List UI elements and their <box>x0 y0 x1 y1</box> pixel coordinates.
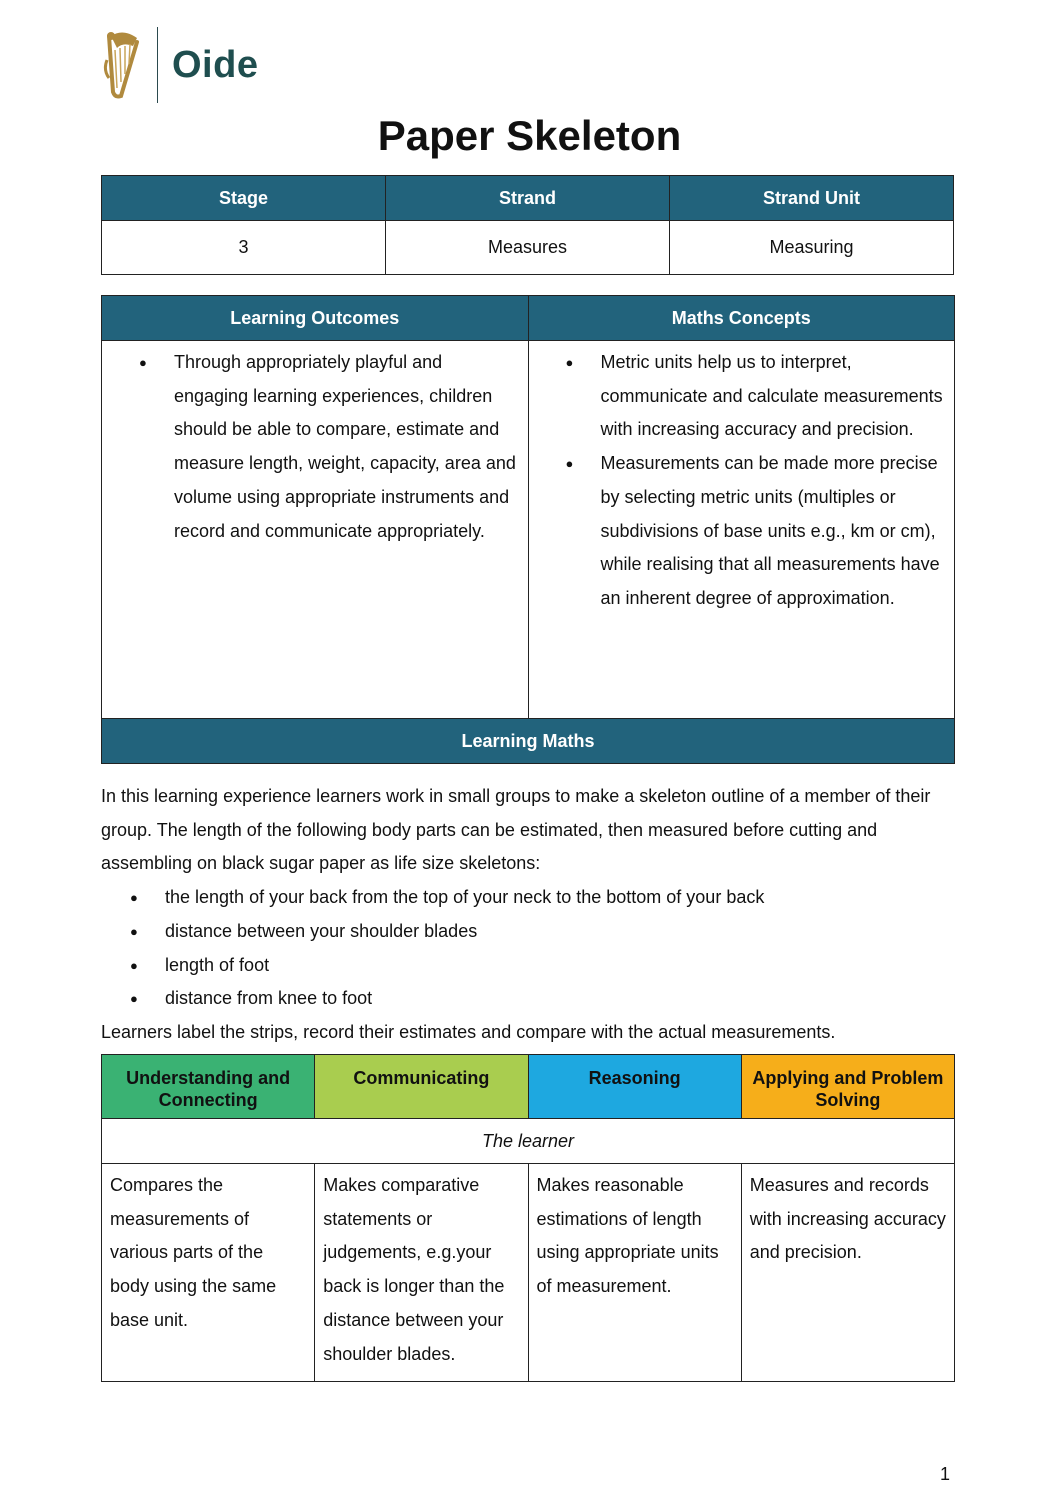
communicating-header: Communicating <box>315 1055 528 1119</box>
page-title: Paper Skeleton <box>377 112 682 159</box>
oide-logo <box>103 26 258 104</box>
body-part-item: ● length of foot <box>165 949 961 983</box>
learning-outcomes-header: Learning Outcomes <box>102 296 529 341</box>
learning-maths-header: Learning Maths <box>102 719 955 764</box>
body-part-item: ● distance between your shoulder blades <box>165 915 961 949</box>
stage-header: Stage <box>102 176 386 221</box>
body-part-item: ● distance from knee to foot <box>165 982 961 1016</box>
understanding-connecting-header: Understanding and Connecting <box>102 1055 315 1119</box>
maths-concepts-cell <box>528 341 955 724</box>
learning-outcomes-cell <box>102 341 529 724</box>
communicating-description: Makes comparative statements or judgements, e.g.your back is longer than the distance between your shoulder blades. <box>315 1164 528 1382</box>
maths-concept-item: ● Measurements can be made more precise by selecting metric units (multiples or subdivisions of base units e.g., km or cm), while realising that all measurements have an inherent degree of approximation. <box>601 447 945 616</box>
proficiency-table <box>101 1054 955 1382</box>
logo-text: Oide <box>172 43 259 86</box>
applying-problem-solving-header: Applying and Problem Solving <box>741 1055 954 1119</box>
strand-header: Strand <box>386 176 670 221</box>
understanding-connecting-description: Compares the measurements of various parts of the body using the same base unit. <box>102 1164 315 1382</box>
reasoning-description: Makes reasonable estimations of length using appropriate units of measurement. <box>528 1164 741 1382</box>
applying-problem-solving-description: Measures and records with increasing accuracy and precision. <box>741 1164 954 1382</box>
strand-unit-header: Strand Unit <box>670 176 954 221</box>
overview-table <box>101 175 954 275</box>
learning-maths-body <box>101 780 961 1050</box>
page-number: 1 <box>940 1464 951 1484</box>
stage-value: 3 <box>102 221 386 275</box>
learning-maths-banner <box>101 718 955 764</box>
maths-concept-item: ● Metric units help us to interpret, communicate and calculate measurements with increasing accuracy and precision. <box>601 346 945 447</box>
learning-maths-closing: Learners label the strips, record their estimates and compare with the actual measurements. <box>101 1021 836 1042</box>
learning-outcome-item: ● Through appropriately playful and engaging learning experiences, children should be able to compare, estimate and measure length, weight, capacity, area and volume using appropriate instruments and record and communicate appropriately. <box>174 346 518 548</box>
strand-value: Measures <box>386 221 670 275</box>
harp-icon <box>103 30 143 100</box>
maths-concepts-header: Maths Concepts <box>528 296 955 341</box>
reasoning-header: Reasoning <box>528 1055 741 1119</box>
body-part-item: ● the length of your back from the top of your neck to the bottom of your back <box>165 881 961 915</box>
learning-maths-intro: In this learning experience learners work in small groups to make a skeleton outline of a member of their group. The length of the following body parts can be estimated, then measured before cutting and assembling on black sugar paper as life size skeletons: <box>101 786 931 874</box>
outcomes-table <box>101 295 955 724</box>
logo-divider <box>157 27 158 103</box>
learner-label: The learner <box>102 1119 955 1164</box>
strand-unit-value: Measuring <box>670 221 954 275</box>
